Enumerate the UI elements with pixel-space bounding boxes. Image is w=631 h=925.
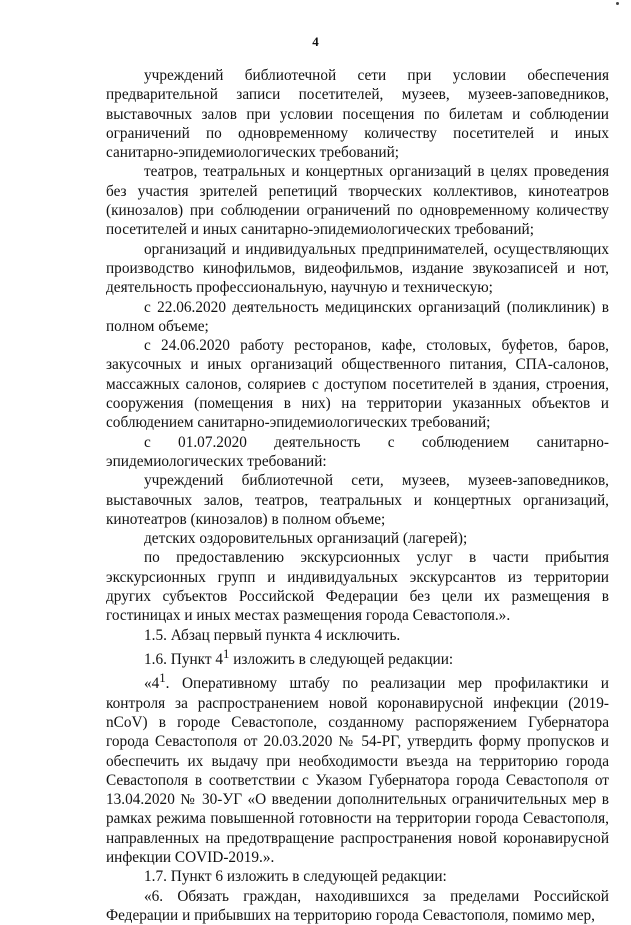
document-body bbox=[106, 66, 609, 925]
paragraph-point-6-start: «6. Обязать граждан, находившихся за пределами Российской Федерации и прибывших на территорию города Севастополя, помимо мер, bbox=[106, 887, 609, 924]
paragraph-excursions: по предоставлению экскурсионных услуг в части прибытия экскурсионных групп и индивидуальных экскурсантов из территории других субъектов Российской Федерации без цели их размещения в гостиницах и иных местах размещения города Севастополя.». bbox=[106, 549, 609, 625]
item-1-6-after: изложить в следующей редакции: bbox=[229, 651, 454, 668]
paragraph-operational-headquarters bbox=[106, 669, 609, 867]
paragraph-item-1-7: 1.7. Пункт 6 изложить в следующей редакции: bbox=[144, 868, 447, 886]
point-4-1-superscript: 1 bbox=[159, 671, 166, 686]
paragraph-item-1-6 bbox=[106, 645, 609, 669]
paragraph-libraries-registration: учреждений библиотечной сети при условии обеспечения предварительной записи посетителей, музеев, музеев-заповедников, выставочных залов при условии посещения по билетам и соблюдении ограничений по одновременному количеству посетителей и иных санитарно-эпидемиологических требований; bbox=[106, 67, 609, 162]
paragraph-restaurants-cafes: с 24.06.2020 работу ресторанов, кафе, столовых, буфетов, баров, закусочных и иных организаций общественного питания, СПА-салонов, массажных салонов, соляриев с доступом посетителей в здания, строения, сооружения (помещения в них) на территории указанных объектов и соблюдением санитарно-эпидемиологических требований; bbox=[106, 337, 609, 432]
point-4-1-before: «4 bbox=[144, 675, 160, 693]
paragraph-children-camps: детских оздоровительных организаций (лагерей); bbox=[144, 530, 468, 548]
paragraph-item-1-5: 1.5. Абзац первый пункта 4 исключить. bbox=[144, 626, 401, 644]
page-number: 4 bbox=[312, 34, 319, 49]
paragraph-theatres-rehearsals: театров, театральных и концертных организаций в целях проведения без участия зрителей репетиций творческих коллективов, кинотеатров (кинозалов) при соблюдении ограничений по одновременному количеству посетителей и иных санитарно-эпидемиологических требований; bbox=[106, 163, 609, 239]
paragraph-film-production: организаций и индивидуальных предпринимателей, осуществляющих производство кинофильмов, видеофильмов, издание звукозаписей и нот, деятельность профессиональную, научную и техническую; bbox=[106, 240, 609, 297]
paragraph-medical-organizations: с 22.06.2020 деятельность медицинских организаций (поликлиник) в полном объеме; bbox=[106, 298, 609, 335]
paragraph-from-july: с 01.07.2020 деятельность с соблюдением санитарно-эпидемиологических требований: bbox=[106, 433, 609, 470]
scan-mark bbox=[616, 2, 619, 5]
paragraph-libraries-full: учреждений библиотечной сети, музеев, музеев-заповедников, выставочных залов, театров, театральных и концертных организаций, кинотеатров (кинозалов) в полном объеме; bbox=[106, 472, 609, 528]
item-1-6-superscript: 1 bbox=[223, 646, 230, 661]
item-1-6-before: 1.6. Пункт 4 bbox=[144, 651, 224, 668]
point-4-1-after: . Оперативному штабу по реализации мер профилактики и контроля за распространением новой коронавирусной инфекции (2019-nCoV) в городе Севастополе, созданному распоряжением Губернатора города Севастополя от 20.03.2020 № 54-РГ, утвердить форму пропусков и обеспечить их выдачу при необходимости въезда на территорию города Севастополя в соответствии с Указом Губернатора города Севастополя от 13.04.2020 № 30-УГ «О введении дополнительных ограничительных мер в рамках режима повышенной готовности на территории города Севастополя, направленных на предотвращение распространения новой коронавирусной инфекции COVID-2019.». bbox=[106, 675, 609, 867]
